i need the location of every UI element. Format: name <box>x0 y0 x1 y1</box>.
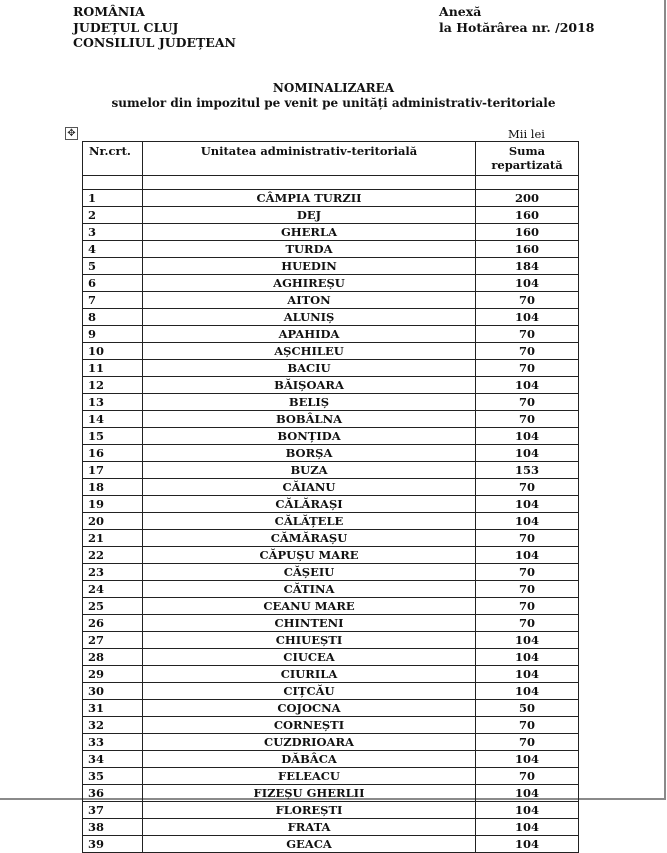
cell-unit: CĂLĂȚELE <box>143 513 476 530</box>
cell-unit: CĂPUȘU MARE <box>143 547 476 564</box>
cell-amount: 104 <box>476 683 579 700</box>
cell-nr: 5 <box>83 258 143 275</box>
cell-nr: 34 <box>83 751 143 768</box>
annex-decision-ref: la Hotărârea nr. /2018 <box>439 19 595 35</box>
cell-nr: 3 <box>83 224 143 241</box>
cell-nr: 36 <box>83 785 143 802</box>
table-row <box>83 768 579 785</box>
table-row <box>83 462 579 479</box>
cell-unit: BĂIȘOARA <box>143 377 476 394</box>
cell-unit: BOBÂLNA <box>143 411 476 428</box>
table-row <box>83 666 579 683</box>
cell-amount: 160 <box>476 224 579 241</box>
cell-amount: 70 <box>476 394 579 411</box>
cell-amount: 104 <box>476 377 579 394</box>
issuer-country: ROMÂNIA <box>73 4 145 19</box>
cell-unit: BORȘA <box>143 445 476 462</box>
cell-amount: 104 <box>476 649 579 666</box>
table-move-handle-icon[interactable]: ✥ <box>65 127 78 140</box>
table-row <box>83 496 579 513</box>
cell-nr: 6 <box>83 275 143 292</box>
cell-unit: ALUNIȘ <box>143 309 476 326</box>
cell-unit: BUZA <box>143 462 476 479</box>
cell-amount: 104 <box>476 445 579 462</box>
table-row <box>83 479 579 496</box>
annex-label: Anexă <box>439 4 482 19</box>
cell-unit: AGHIREȘU <box>143 275 476 292</box>
cell-amount: 104 <box>476 428 579 445</box>
table-row <box>83 377 579 394</box>
cell-amount: 70 <box>476 411 579 428</box>
cell-amount: 70 <box>476 768 579 785</box>
cell-amount: 104 <box>476 836 579 853</box>
cell-unit: COJOCNA <box>143 700 476 717</box>
cell-nr: 7 <box>83 292 143 309</box>
cell-nr: 26 <box>83 615 143 632</box>
document-subtitle: sumelor din impozitul pe venit pe unități administrativ-teritoriale <box>111 96 556 110</box>
cell-amount: 104 <box>476 819 579 836</box>
table-row <box>83 445 579 462</box>
table-row <box>83 360 579 377</box>
cell-amount: 200 <box>476 190 579 207</box>
cell-unit: BACIU <box>143 360 476 377</box>
cell-nr: 23 <box>83 564 143 581</box>
cell-amount: 160 <box>476 241 579 258</box>
table-row <box>83 717 579 734</box>
header-nr: Nr.crt. <box>83 142 143 176</box>
cell-unit: AȘCHILEU <box>143 343 476 360</box>
table-row <box>83 598 579 615</box>
cell-amount: 50 <box>476 700 579 717</box>
cell-nr: 15 <box>83 428 143 445</box>
cell-unit: CEANU MARE <box>143 598 476 615</box>
cell-unit: CUZDRIOARA <box>143 734 476 751</box>
cell-nr: 9 <box>83 326 143 343</box>
table-row <box>83 309 579 326</box>
table-row <box>83 564 579 581</box>
cell-unit: CĂȘEIU <box>143 564 476 581</box>
table-row <box>83 411 579 428</box>
table-body <box>83 176 579 853</box>
cell-amount: 70 <box>476 581 579 598</box>
cell-amount: 104 <box>476 666 579 683</box>
cell-amount: 153 <box>476 462 579 479</box>
cell-nr: 22 <box>83 547 143 564</box>
cell-amount: 104 <box>476 275 579 292</box>
table-row <box>83 751 579 768</box>
table-row <box>83 615 579 632</box>
cell-amount: 104 <box>476 632 579 649</box>
cell-nr: 25 <box>83 598 143 615</box>
cell-nr: 11 <box>83 360 143 377</box>
table-row <box>83 428 579 445</box>
table-row <box>83 734 579 751</box>
cell-unit: CIURILA <box>143 666 476 683</box>
cell-nr: 31 <box>83 700 143 717</box>
cell-nr: 1 <box>83 190 143 207</box>
table-header-row <box>83 142 579 176</box>
cell-nr: 24 <box>83 581 143 598</box>
cell-nr: 8 <box>83 309 143 326</box>
cell-nr: 27 <box>83 632 143 649</box>
cell-unit: FLOREȘTI <box>143 802 476 819</box>
cell-nr: 19 <box>83 496 143 513</box>
table-row <box>83 275 579 292</box>
cell-unit: CĂLĂRAȘI <box>143 496 476 513</box>
cell-nr: 32 <box>83 717 143 734</box>
table-row <box>83 292 579 309</box>
cell-nr: 29 <box>83 666 143 683</box>
cell-nr: 33 <box>83 734 143 751</box>
table-row <box>83 683 579 700</box>
table-row <box>83 394 579 411</box>
table-row <box>83 207 579 224</box>
cell-unit: BONȚIDA <box>143 428 476 445</box>
cell-nr: 38 <box>83 819 143 836</box>
table-row <box>83 581 579 598</box>
issuer-block <box>73 4 236 51</box>
table-row <box>83 819 579 836</box>
cell-amount: 160 <box>476 207 579 224</box>
header-amount: Suma repartizată <box>476 142 579 176</box>
cell-amount: 70 <box>476 615 579 632</box>
cell-unit: CĂIANU <box>143 479 476 496</box>
table-row <box>83 326 579 343</box>
cell-unit: CIUCEA <box>143 649 476 666</box>
cell-unit: CIȚCĂU <box>143 683 476 700</box>
cell-amount: 104 <box>476 802 579 819</box>
cell-unit: CĂTINA <box>143 581 476 598</box>
cell-nr: 21 <box>83 530 143 547</box>
cell-unit: CĂMĂRAȘU <box>143 530 476 547</box>
cell-unit: DĂBÂCA <box>143 751 476 768</box>
cell-nr: 18 <box>83 479 143 496</box>
cell-unit: GEACA <box>143 836 476 853</box>
cell-nr: 12 <box>83 377 143 394</box>
table-row <box>83 547 579 564</box>
cell-unit: APAHIDA <box>143 326 476 343</box>
cell-nr: 28 <box>83 649 143 666</box>
table-row <box>83 785 579 802</box>
cell-amount: 70 <box>476 717 579 734</box>
cell-unit: HUEDIN <box>143 258 476 275</box>
table-row <box>83 343 579 360</box>
cell-unit: CORNEȘTI <box>143 717 476 734</box>
cell-unit: CÂMPIA TURZII <box>143 190 476 207</box>
cell-nr: 35 <box>83 768 143 785</box>
document-title: NOMINALIZAREA <box>272 81 395 95</box>
table-row <box>83 241 579 258</box>
cell-amount: 104 <box>476 309 579 326</box>
cell-amount: 70 <box>476 598 579 615</box>
cell-nr: 13 <box>83 394 143 411</box>
table-row <box>83 802 579 819</box>
cell-unit: DEJ <box>143 207 476 224</box>
allocation-table <box>82 141 579 853</box>
cell-amount: 104 <box>476 751 579 768</box>
cell-amount: 70 <box>476 530 579 547</box>
table-row <box>83 530 579 547</box>
cell-amount: 70 <box>476 479 579 496</box>
cell-unit: FRATA <box>143 819 476 836</box>
cell-amount: 70 <box>476 734 579 751</box>
cell-unit: FELEACU <box>143 768 476 785</box>
issuer-county: JUDEȚUL CLUJ <box>73 19 179 35</box>
annex-block <box>439 4 594 35</box>
cell-amount: 70 <box>476 343 579 360</box>
issuer-council: CONSILIUL JUDEȚEAN <box>73 35 236 50</box>
cell-nr: 30 <box>83 683 143 700</box>
cell-amount: 70 <box>476 326 579 343</box>
table-row <box>83 649 579 666</box>
cell-unit: GHERLA <box>143 224 476 241</box>
cell-amount: 104 <box>476 785 579 802</box>
table-spacer-row <box>83 176 579 190</box>
table-row <box>83 632 579 649</box>
cell-unit: CHIUEȘTI <box>143 632 476 649</box>
cell-amount: 70 <box>476 564 579 581</box>
table-row <box>83 224 579 241</box>
table-row <box>83 190 579 207</box>
table-row <box>83 836 579 853</box>
header-unit: Unitatea administrativ-teritorială <box>143 142 476 176</box>
table-row <box>83 700 579 717</box>
cell-nr: 39 <box>83 836 143 853</box>
cell-nr: 20 <box>83 513 143 530</box>
cell-amount: 104 <box>476 513 579 530</box>
cell-nr: 37 <box>83 802 143 819</box>
cell-nr: 14 <box>83 411 143 428</box>
cell-amount: 70 <box>476 292 579 309</box>
cell-unit: FIZEȘU GHERLII <box>143 785 476 802</box>
cell-amount: 104 <box>476 496 579 513</box>
cell-amount: 104 <box>476 547 579 564</box>
cell-unit: CHINTENI <box>143 615 476 632</box>
unit-label: Mii lei <box>508 127 545 141</box>
cell-nr: 2 <box>83 207 143 224</box>
table-row <box>83 513 579 530</box>
cell-unit: BELIȘ <box>143 394 476 411</box>
cell-amount: 184 <box>476 258 579 275</box>
table-row <box>83 258 579 275</box>
cell-nr: 16 <box>83 445 143 462</box>
cell-nr: 17 <box>83 462 143 479</box>
cell-nr: 10 <box>83 343 143 360</box>
cell-unit: TURDA <box>143 241 476 258</box>
cell-nr: 4 <box>83 241 143 258</box>
cell-amount: 70 <box>476 360 579 377</box>
cell-unit: AITON <box>143 292 476 309</box>
